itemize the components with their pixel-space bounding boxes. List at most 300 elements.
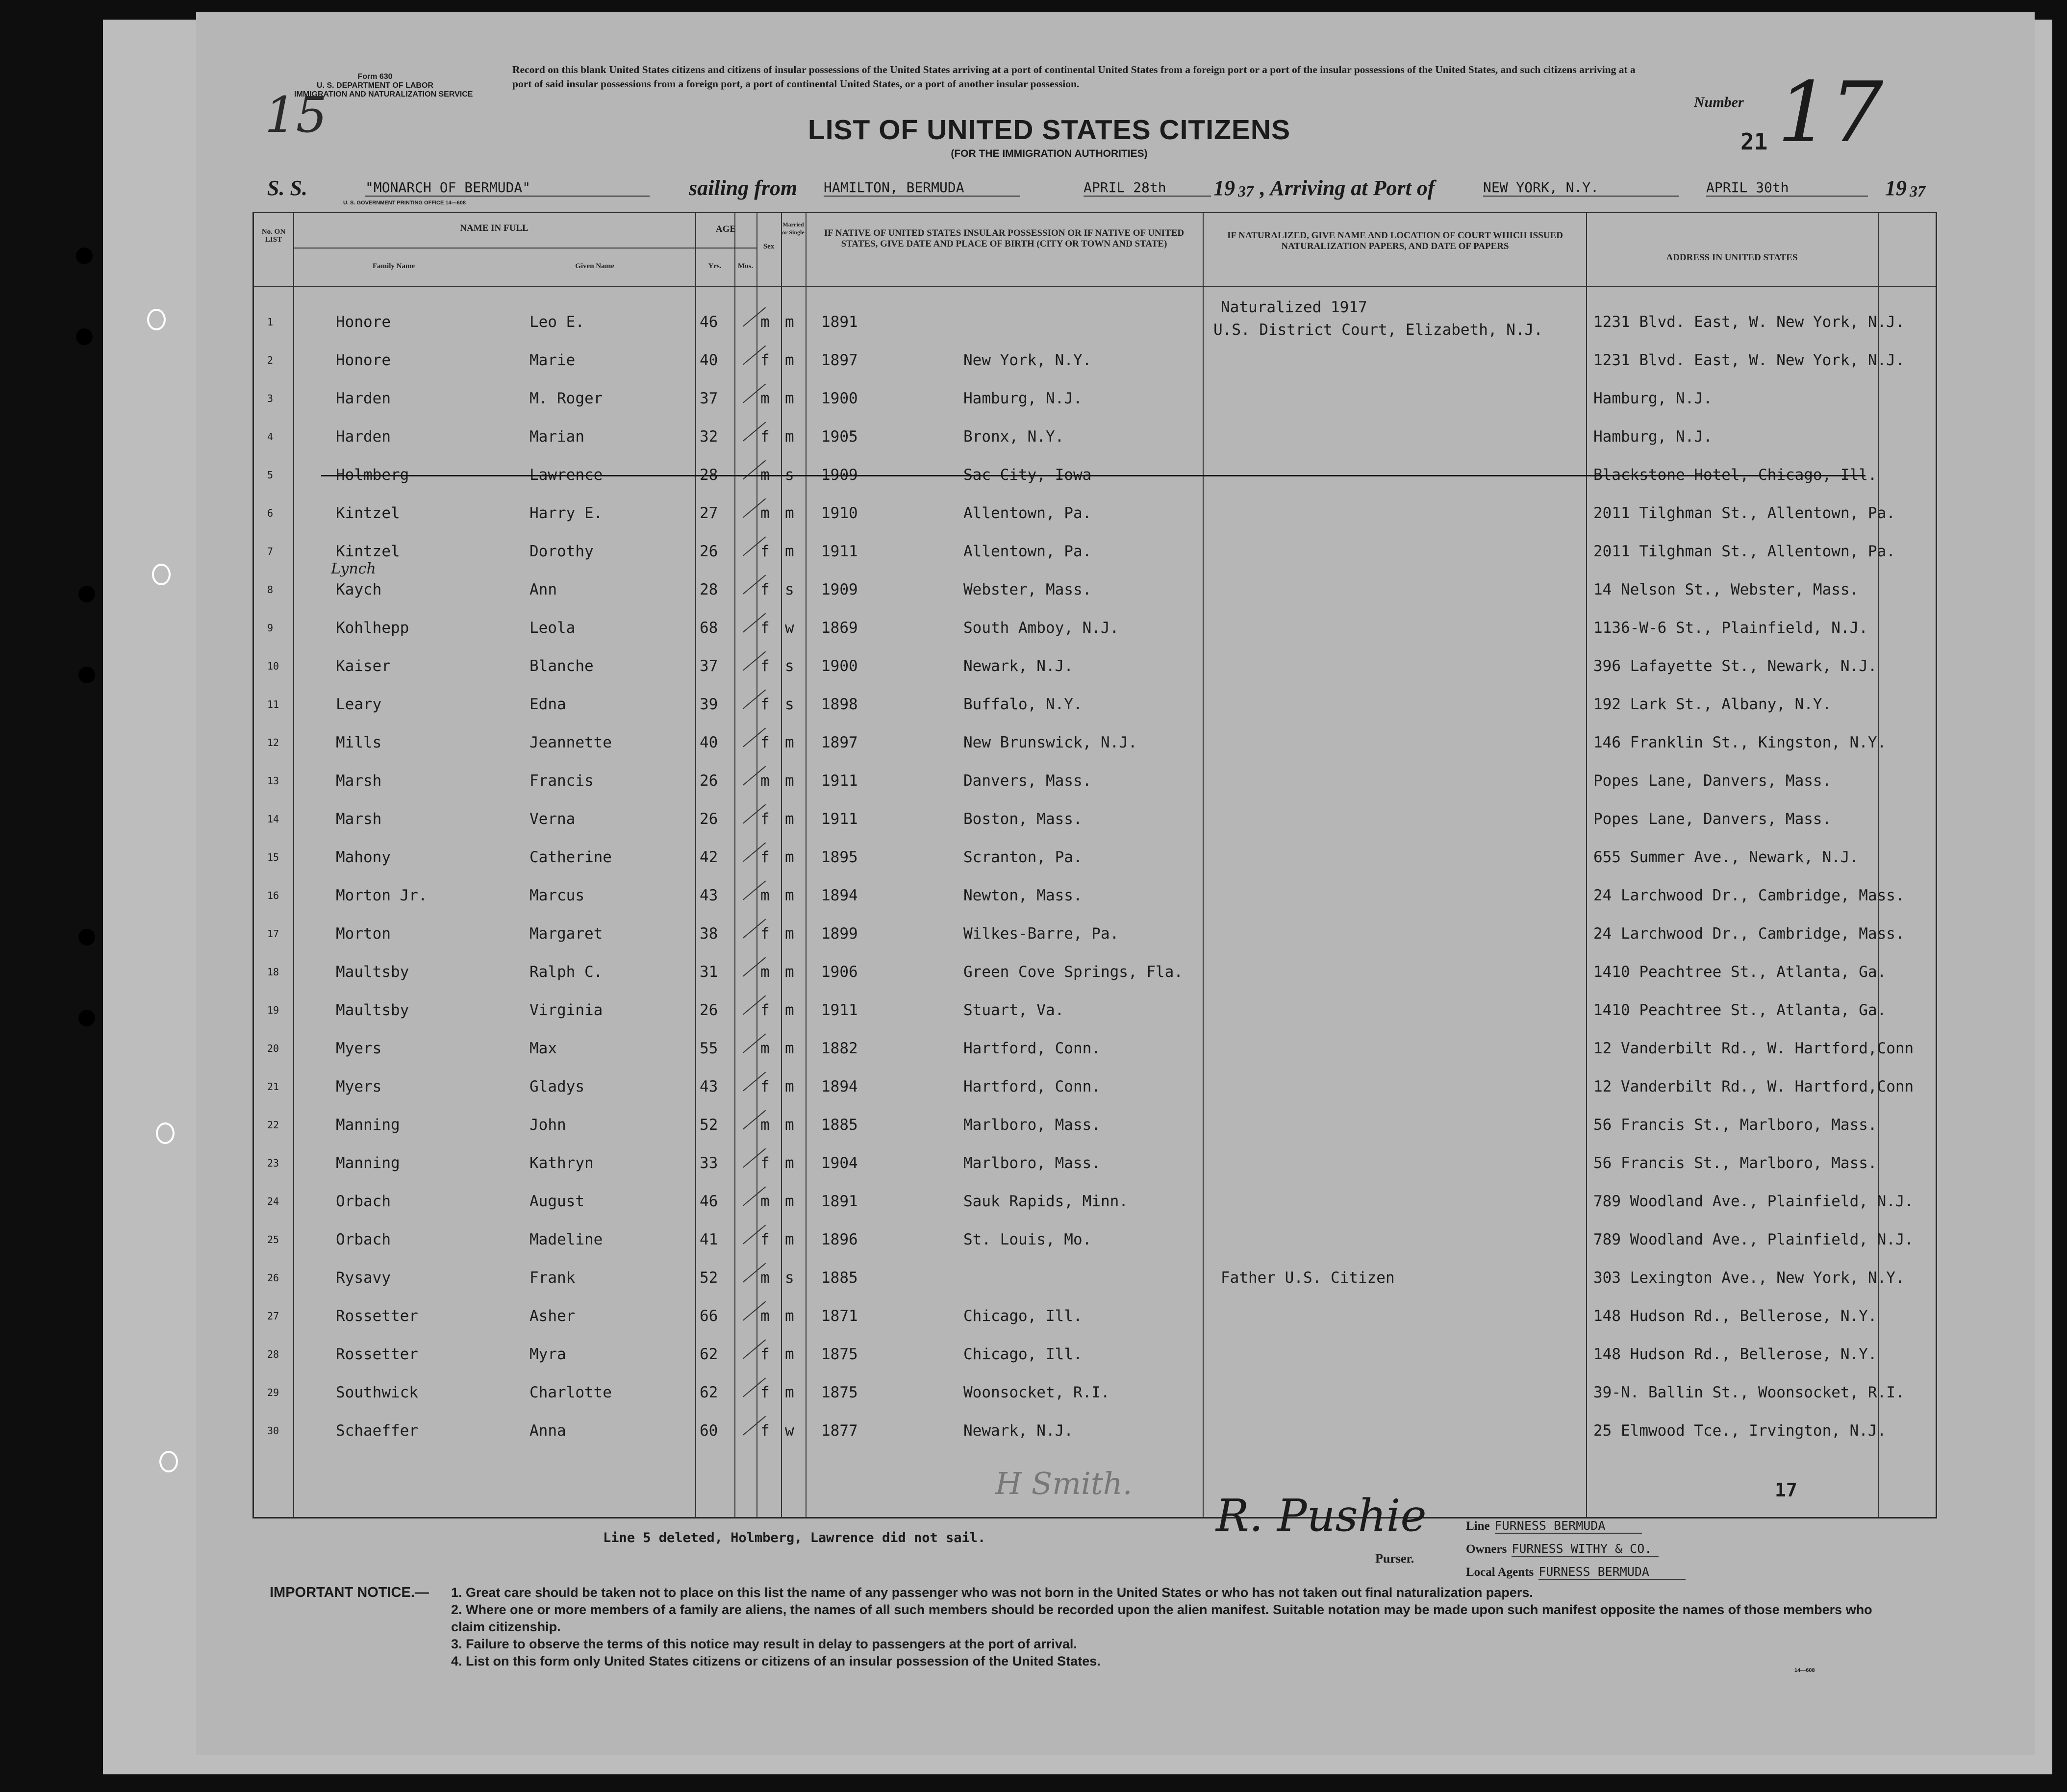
ship-name: "MONARCH OF BERMUDA" xyxy=(365,179,650,197)
table-row xyxy=(252,493,1934,529)
birth-place: Newark, N.J. xyxy=(963,1422,1073,1440)
given-name: Margaret xyxy=(529,925,603,943)
header-family-name: Family Name xyxy=(372,262,415,270)
purser-label: Purser. xyxy=(1375,1551,1414,1566)
age-years: 32 xyxy=(700,428,718,446)
address: Popes Lane, Danvers, Mass. xyxy=(1593,810,1832,828)
family-name: Morton Jr. xyxy=(336,887,428,904)
given-name: Myra xyxy=(529,1345,566,1363)
sex: m xyxy=(760,1040,770,1057)
marital-status: m xyxy=(785,428,794,446)
header-birth: IF NATIVE OF UNITED STATES INSULAR POSSESSION OR IF NATIVE OF UNITED STATES, GIVE DATE AND PLACE OF BIRTH (CITY OR TOWN AND STATE) xyxy=(824,228,1185,249)
birth-place: Webster, Mass. xyxy=(963,581,1092,598)
given-name: Frank xyxy=(529,1269,576,1287)
row-number: 4 xyxy=(267,431,274,443)
family-name: Manning xyxy=(336,1116,400,1134)
header-name-in-full: NAME IN FULL xyxy=(460,223,529,233)
handwritten-list-number: 17 xyxy=(1777,64,1884,161)
sex: f xyxy=(760,619,770,637)
family-name: Manning xyxy=(336,1154,400,1172)
row-number: 15 xyxy=(267,851,279,863)
date-to: APRIL 30th xyxy=(1706,179,1868,197)
birth-year: 1905 xyxy=(821,428,858,446)
address: 396 Lafayette St., Newark, N.J. xyxy=(1593,657,1877,675)
marital-status: m xyxy=(785,734,794,751)
family-name: Rossetter xyxy=(336,1345,418,1363)
header-yrs: Yrs. xyxy=(708,262,722,270)
marital-status: m xyxy=(785,390,794,407)
sex: m xyxy=(760,313,770,331)
address: 789 Woodland Ave., Plainfield, N.J. xyxy=(1593,1231,1914,1248)
family-name: Kintzel xyxy=(336,504,400,522)
marital-status: w xyxy=(785,619,794,637)
given-name: M. Roger xyxy=(529,390,603,407)
table-row xyxy=(252,1104,1934,1141)
given-name: Dorothy xyxy=(529,543,594,560)
address: 2011 Tilghman St., Allentown, Pa. xyxy=(1593,504,1895,522)
birth-place: Woonsocket, R.I. xyxy=(963,1384,1110,1401)
header-no: No. ON LIST xyxy=(261,228,286,244)
table-row xyxy=(252,913,1934,949)
binder-hole xyxy=(76,328,93,345)
family-name: Mahony xyxy=(336,848,391,866)
age-years: 60 xyxy=(700,1422,718,1440)
age-years: 62 xyxy=(700,1384,718,1401)
marital-status: m xyxy=(785,1116,794,1134)
marital-status: s xyxy=(785,696,794,713)
table-row xyxy=(252,454,1934,491)
given-name: Kathryn xyxy=(529,1154,594,1172)
family-name: Kaiser xyxy=(336,657,391,675)
age-years: 52 xyxy=(700,1269,718,1287)
age-years: 55 xyxy=(700,1040,718,1057)
given-name: Gladys xyxy=(529,1078,584,1095)
family-name: Holmberg xyxy=(336,466,409,484)
agents-field: Local Agents FURNESS BERMUDA xyxy=(1466,1565,1686,1580)
header-age: AGE xyxy=(715,224,736,234)
document-subtitle: (FOR THE IMMIGRATION AUTHORITIES) xyxy=(951,148,1148,159)
purser-signature: R. Pushie xyxy=(1216,1490,1427,1542)
sex: f xyxy=(760,848,770,866)
family-name: Leary xyxy=(336,696,382,713)
birth-place: New Brunswick, N.J. xyxy=(963,734,1137,751)
arriving-label: , Arriving at Port of xyxy=(1260,176,1435,200)
birth-year: 1891 xyxy=(821,313,858,331)
table-row xyxy=(252,722,1934,758)
table-row xyxy=(252,1257,1934,1294)
sex: m xyxy=(760,1307,770,1325)
table-row xyxy=(252,1334,1934,1370)
sex: f xyxy=(760,428,770,446)
row-number: 2 xyxy=(267,354,274,366)
marital-status: s xyxy=(785,466,794,484)
row-number: 17 xyxy=(267,928,279,940)
family-name: Kohlhepp xyxy=(336,619,409,637)
given-name: Ann xyxy=(529,581,557,598)
sex: f xyxy=(760,1345,770,1363)
birth-place: St. Louis, Mo. xyxy=(963,1231,1092,1248)
sex: m xyxy=(760,772,770,790)
marital-status: s xyxy=(785,1269,794,1287)
row-number: 9 xyxy=(267,622,274,634)
table-row xyxy=(252,531,1934,567)
sex: m xyxy=(760,887,770,904)
birth-place: Hartford, Conn. xyxy=(963,1040,1101,1057)
row-number: 6 xyxy=(267,507,274,519)
notice-item: 1. Great care should be taken not to place on this list the name of any passenger who was not born in the United States or who has not taken out final naturalization papers. xyxy=(451,1585,1533,1600)
address: 14 Nelson St., Webster, Mass. xyxy=(1593,581,1859,598)
family-name: Harden xyxy=(336,428,391,446)
marital-status: s xyxy=(785,657,794,675)
address: Hamburg, N.J. xyxy=(1593,428,1713,446)
age-years: 68 xyxy=(700,619,718,637)
date-from: APRIL 28th xyxy=(1084,179,1211,197)
birth-year: 1885 xyxy=(821,1116,858,1134)
age-years: 26 xyxy=(700,810,718,828)
binder-hole xyxy=(78,929,95,946)
age-years: 41 xyxy=(700,1231,718,1248)
row-number: 27 xyxy=(267,1310,279,1322)
notice-heading: IMPORTANT NOTICE.— xyxy=(270,1585,429,1600)
family-name: Harden xyxy=(336,390,391,407)
birth-place: South Amboy, N.J. xyxy=(963,619,1119,637)
table-row xyxy=(252,1066,1934,1102)
row-number: 28 xyxy=(267,1348,279,1360)
notice-item: 3. Failure to observe the terms of this notice may result in delay to passengers at the port of arrival. xyxy=(451,1637,1077,1651)
family-name: Southwick xyxy=(336,1384,418,1401)
marital-status: m xyxy=(785,963,794,981)
birth-place: Allentown, Pa. xyxy=(963,504,1092,522)
table-row xyxy=(252,684,1934,720)
sex: f xyxy=(760,351,770,369)
birth-year: 1910 xyxy=(821,504,858,522)
family-name: Rossetter xyxy=(336,1307,418,1325)
form-department: U. S. DEPARTMENT OF LABOR xyxy=(317,81,433,90)
port-from: HAMILTON, BERMUDA xyxy=(824,179,1020,197)
row-number: 5 xyxy=(267,469,274,481)
age-years: 66 xyxy=(700,1307,718,1325)
address: 789 Woodland Ave., Plainfield, N.J. xyxy=(1593,1193,1914,1210)
sex: f xyxy=(760,1154,770,1172)
table-row xyxy=(252,837,1934,873)
sex: m xyxy=(760,963,770,981)
family-name: Mills xyxy=(336,734,382,751)
birth-year: 1869 xyxy=(821,619,858,637)
address: 1410 Peachtree St., Atlanta, Ga. xyxy=(1593,1001,1887,1019)
binder-hole-ring xyxy=(152,564,171,585)
year-to: 37 xyxy=(1910,182,1925,200)
birth-place: Boston, Mass. xyxy=(963,810,1083,828)
table-row xyxy=(252,378,1934,414)
age-years: 31 xyxy=(700,963,718,981)
row-number: 21 xyxy=(267,1081,279,1093)
birth-place: Chicago, Ill. xyxy=(963,1307,1083,1325)
row-number: 10 xyxy=(267,660,279,672)
given-name: Marian xyxy=(529,428,584,446)
row-number: 19 xyxy=(267,1004,279,1016)
given-name: Max xyxy=(529,1040,557,1057)
printer-note: U. S. GOVERNMENT PRINTING OFFICE 14—608 xyxy=(343,200,466,206)
sex: f xyxy=(760,1422,770,1440)
birth-year: 1911 xyxy=(821,772,858,790)
binder-hole xyxy=(78,1010,95,1026)
birth-place: Hartford, Conn. xyxy=(963,1078,1101,1095)
binder-hole-ring xyxy=(147,309,166,330)
row-number: 11 xyxy=(267,698,279,710)
given-name: Charlotte xyxy=(529,1384,612,1401)
family-name: Marsh xyxy=(336,772,382,790)
birth-place: Danvers, Mass. xyxy=(963,772,1092,790)
address: 56 Francis St., Marlboro, Mass. xyxy=(1593,1154,1877,1172)
age-years: 28 xyxy=(700,466,718,484)
given-name: Lawrence xyxy=(529,466,603,484)
family-name: Orbach xyxy=(336,1231,391,1248)
table-row xyxy=(252,951,1934,988)
table-row xyxy=(252,560,1934,605)
birth-place: Sauk Rapids, Minn. xyxy=(963,1193,1128,1210)
birth-year: 1911 xyxy=(821,810,858,828)
marital-status: m xyxy=(785,1040,794,1057)
birth-year: 1895 xyxy=(821,848,858,866)
birth-year: 1900 xyxy=(821,657,858,675)
address: 192 Lark St., Albany, N.Y. xyxy=(1593,696,1832,713)
row-number: 20 xyxy=(267,1043,279,1054)
birth-place: New York, N.Y. xyxy=(963,351,1092,369)
row-number: 16 xyxy=(267,890,279,901)
sex: m xyxy=(760,466,770,484)
family-name: Maultsby xyxy=(336,963,409,981)
table-row xyxy=(252,340,1934,376)
typed-number: 21 xyxy=(1740,128,1768,155)
year-prefix-2: 19 xyxy=(1885,176,1907,200)
marital-status: m xyxy=(785,1307,794,1325)
birth-place: Allentown, Pa. xyxy=(963,543,1092,560)
page-number: 17 xyxy=(1775,1479,1797,1501)
birth-year: 1896 xyxy=(821,1231,858,1248)
marital-status: m xyxy=(785,1384,794,1401)
handwritten-correction: Lynch xyxy=(331,560,376,577)
birth-year: 1885 xyxy=(821,1269,858,1287)
address: 12 Vanderbilt Rd., W. Hartford,Conn xyxy=(1593,1078,1914,1095)
age-years: 37 xyxy=(700,657,718,675)
given-name: John xyxy=(529,1116,566,1134)
marital-status: m xyxy=(785,810,794,828)
age-years: 33 xyxy=(700,1154,718,1172)
marital-status: m xyxy=(785,772,794,790)
sex: f xyxy=(760,1001,770,1019)
age-years: 42 xyxy=(700,848,718,866)
given-name: Leola xyxy=(529,619,576,637)
birth-place: Hamburg, N.J. xyxy=(963,390,1083,407)
table-row xyxy=(252,1143,1934,1179)
sex: f xyxy=(760,925,770,943)
family-name: Myers xyxy=(336,1078,382,1095)
family-name: Honore xyxy=(336,313,391,331)
address: 1136-W-6 St., Plainfield, N.J. xyxy=(1593,619,1868,637)
address: 1410 Peachtree St., Atlanta, Ga. xyxy=(1593,963,1887,981)
birth-year: 1897 xyxy=(821,734,858,751)
voyage-line xyxy=(267,175,2032,205)
birth-year: 1894 xyxy=(821,887,858,904)
age-years: 39 xyxy=(700,696,718,713)
marital-status: m xyxy=(785,351,794,369)
given-name: Blanche xyxy=(529,657,594,675)
row-number: 25 xyxy=(267,1234,279,1245)
birth-year: 1875 xyxy=(821,1384,858,1401)
birth-year: 1911 xyxy=(821,543,858,560)
table-row xyxy=(252,760,1934,796)
table-row xyxy=(252,798,1934,835)
birth-year: 1909 xyxy=(821,466,858,484)
row-number: 14 xyxy=(267,813,279,825)
birth-place: Stuart, Va. xyxy=(963,1001,1064,1019)
age-years: 26 xyxy=(700,772,718,790)
sex: m xyxy=(760,1269,770,1287)
address: 303 Lexington Ave., New York, N.Y. xyxy=(1593,1269,1905,1287)
row-number: 13 xyxy=(267,775,279,787)
sex: m xyxy=(760,1116,770,1134)
birth-place: Marlboro, Mass. xyxy=(963,1154,1101,1172)
age-years: 62 xyxy=(700,1345,718,1363)
family-name: Rysavy xyxy=(336,1269,391,1287)
address: 56 Francis St., Marlboro, Mass. xyxy=(1593,1116,1877,1134)
age-years: 43 xyxy=(700,1078,718,1095)
binder-hole xyxy=(76,248,93,264)
naturalization: Naturalized 1917 xyxy=(1221,299,1367,316)
agents-value: FURNESS BERMUDA xyxy=(1538,1565,1686,1580)
deleted-line-note: Line 5 deleted, Holmberg, Lawrence did not sail. xyxy=(603,1530,986,1545)
notice-item: 4. List on this form only United States citizens or citizens of an insular possession of the United States. xyxy=(451,1654,1101,1668)
strike-through-line xyxy=(321,475,1865,476)
given-name: Madeline xyxy=(529,1231,603,1248)
address: 25 Elmwood Tce., Irvington, N.J. xyxy=(1593,1422,1887,1440)
given-name: Jeannette xyxy=(529,734,612,751)
birth-place: Scranton, Pa. xyxy=(963,848,1083,866)
ss-label: S. S. xyxy=(267,176,307,200)
port-to: NEW YORK, N.Y. xyxy=(1483,179,1679,197)
sex: f xyxy=(760,1384,770,1401)
marital-status: m xyxy=(785,1001,794,1019)
address: 655 Summer Ave., Newark, N.J. xyxy=(1593,848,1859,866)
row-number: 26 xyxy=(267,1272,279,1284)
header-married-single: Married or Single xyxy=(782,221,805,236)
marital-status: m xyxy=(785,504,794,522)
preamble: Record on this blank United States citizens and citizens of insular possessions of the United States arriving at a port of continental United States from a foreign port or a port of the insular possessions of the United States, and such citizens arriving at a port of said insular possessions from a foreign port, a port of continental United States, or a port of another insular possession. xyxy=(512,64,1636,90)
address: 12 Vanderbilt Rd., W. Hartford,Conn xyxy=(1593,1040,1914,1057)
address: 148 Hudson Rd., Bellerose, N.Y. xyxy=(1593,1307,1877,1325)
age-years: 46 xyxy=(700,1193,718,1210)
table-row xyxy=(252,1295,1934,1332)
family-name: Maultsby xyxy=(336,1001,409,1019)
given-name: Edna xyxy=(529,696,566,713)
given-name: Verna xyxy=(529,810,576,828)
birth-year: 1904 xyxy=(821,1154,858,1172)
marital-status: s xyxy=(785,581,794,598)
document-title: LIST OF UNITED STATES CITIZENS xyxy=(807,114,1291,146)
family-name: Honore xyxy=(336,351,391,369)
table-row xyxy=(252,1181,1934,1217)
age-years: 40 xyxy=(700,351,718,369)
sex: f xyxy=(760,543,770,560)
birth-year: 1911 xyxy=(821,1001,858,1019)
birth-place: Newark, N.J. xyxy=(963,657,1073,675)
birth-place: Green Cove Springs, Fla. xyxy=(963,963,1183,981)
given-name: Catherine xyxy=(529,848,612,866)
given-name: Harry E. xyxy=(529,504,603,522)
row-number: 18 xyxy=(267,966,279,978)
row-number: 12 xyxy=(267,737,279,748)
marital-status: m xyxy=(785,1078,794,1095)
form-service: IMMIGRATION AND NATURALIZATION SERVICE xyxy=(294,90,473,99)
address: Popes Lane, Danvers, Mass. xyxy=(1593,772,1832,790)
naturalization: Father U.S. Citizen xyxy=(1221,1269,1395,1287)
given-name: Marie xyxy=(529,351,576,369)
table-row xyxy=(252,416,1934,452)
address: 1231 Blvd. East, W. New York, N.J. xyxy=(1593,351,1905,369)
marital-status: m xyxy=(785,313,794,331)
age-years: 40 xyxy=(700,734,718,751)
birth-place: Newton, Mass. xyxy=(963,887,1083,904)
sex: m xyxy=(760,1193,770,1210)
table-row xyxy=(252,1219,1934,1255)
row-number: 1 xyxy=(267,316,274,328)
birth-year: 1906 xyxy=(821,963,858,981)
table-row xyxy=(252,990,1934,1026)
address: 1231 Blvd. East, W. New York, N.J. xyxy=(1593,313,1905,331)
family-name: Kintzel xyxy=(336,543,400,560)
age-years: 38 xyxy=(700,925,718,943)
sex: m xyxy=(760,504,770,522)
sex: f xyxy=(760,1231,770,1248)
birth-place: Sac City, Iowa xyxy=(963,466,1092,484)
marital-status: m xyxy=(785,1345,794,1363)
address: 148 Hudson Rd., Bellerose, N.Y. xyxy=(1593,1345,1877,1363)
marital-status: m xyxy=(785,1154,794,1172)
birth-year: 1877 xyxy=(821,1422,858,1440)
given-name: Francis xyxy=(529,772,594,790)
sex: f xyxy=(760,734,770,751)
family-name: Myers xyxy=(336,1040,382,1057)
owners-field: Owners FURNESS WITHY & CO. xyxy=(1466,1542,1659,1557)
sex: f xyxy=(760,696,770,713)
sex: f xyxy=(760,810,770,828)
header-naturalized: IF NATURALIZED, GIVE NAME AND LOCATION OF COURT WHICH ISSUED NATURALIZATION PAPERS, AND DATE OF PAPERS xyxy=(1227,230,1563,251)
given-name: Anna xyxy=(529,1422,566,1440)
address: 2011 Tilghman St., Allentown, Pa. xyxy=(1593,543,1895,560)
family-name: Schaeffer xyxy=(336,1422,418,1440)
age-years: 26 xyxy=(700,543,718,560)
birth-place: Marlboro, Mass. xyxy=(963,1116,1101,1134)
age-years: 27 xyxy=(700,504,718,522)
marital-status: m xyxy=(785,1231,794,1248)
birth-year: 1909 xyxy=(821,581,858,598)
sailing-from-label: sailing from xyxy=(689,176,798,200)
birth-year: 1875 xyxy=(821,1345,858,1363)
marital-status: m xyxy=(785,543,794,560)
marital-status: m xyxy=(785,848,794,866)
birth-place: Buffalo, N.Y. xyxy=(963,696,1083,713)
table-row xyxy=(252,607,1934,644)
line-value: FURNESS BERMUDA xyxy=(1495,1518,1642,1534)
age-years: 26 xyxy=(700,1001,718,1019)
header-sex: Sex xyxy=(763,243,775,250)
birth-year: 1900 xyxy=(821,390,858,407)
given-name: Leo E. xyxy=(529,313,584,331)
birth-place: Wilkes-Barre, Pa. xyxy=(963,925,1119,943)
sex: m xyxy=(760,390,770,407)
binder-hole-ring xyxy=(156,1122,175,1144)
sex: f xyxy=(760,657,770,675)
